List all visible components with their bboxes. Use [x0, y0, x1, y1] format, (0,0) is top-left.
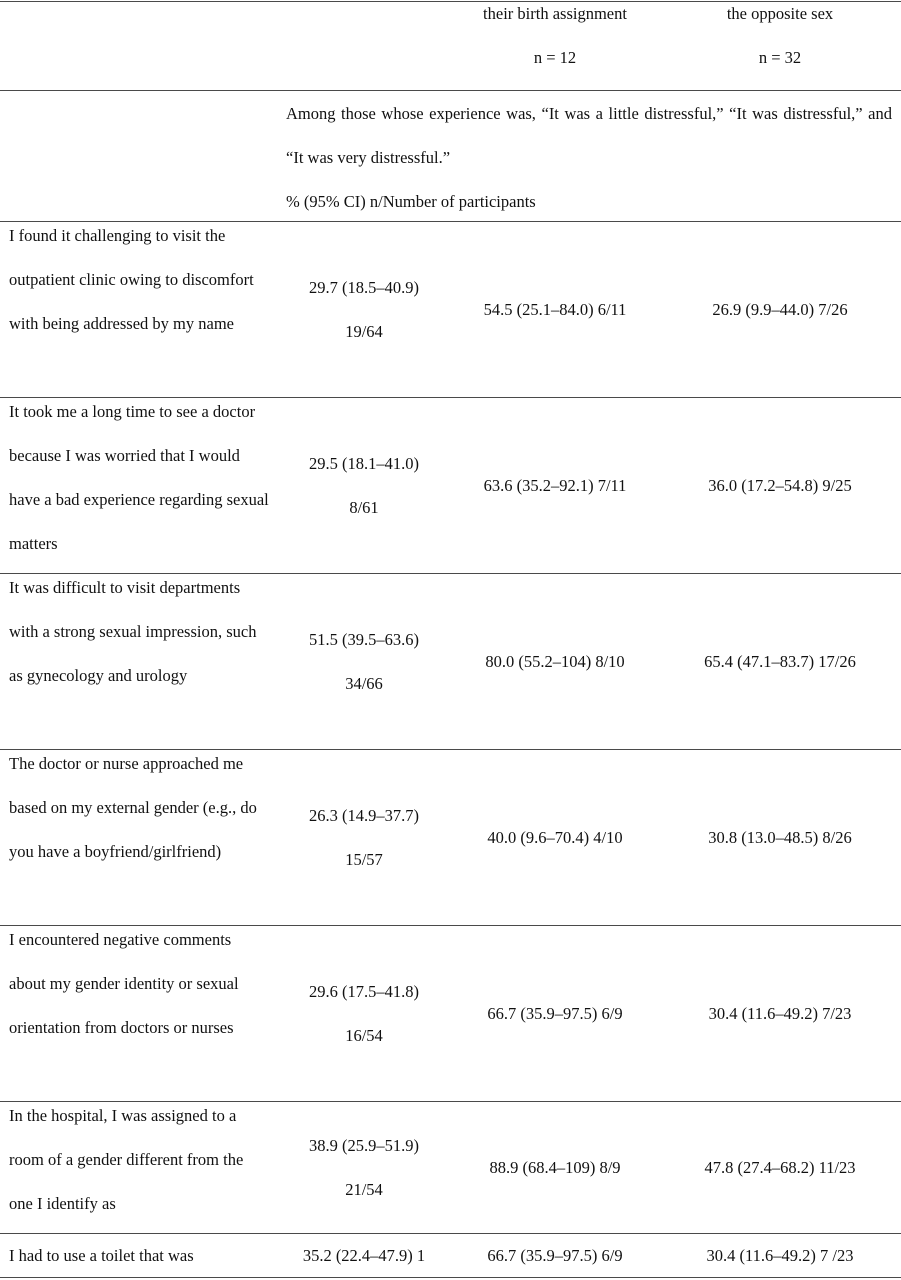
row-opposite: 30.4 (11.6–49.2) 7 /23	[706, 1246, 854, 1265]
row-overall-count: 8/61	[349, 498, 379, 517]
row-overall-count: 15/57	[345, 850, 383, 869]
row-overall-count: 19/64	[345, 322, 383, 341]
row-question: In the hospital, I was assigned to a room of a gender different from the one I identify as	[9, 1106, 244, 1213]
col-opposite-header-n: n = 32	[758, 48, 802, 67]
intro-condition: Among those whose experience was, “It was a little distressful,” “It was distressful,” and “It was very distressful.”	[286, 104, 892, 167]
row-opposite: 47.8 (27.4–68.2) 11/23	[704, 1158, 856, 1177]
row-overall-count: 34/66	[345, 674, 383, 693]
table-intro	[286, 92, 892, 224]
table-row	[0, 574, 901, 750]
row-question: I encountered negative comments about my gender identity or sexual orientation from doctors or nurses	[9, 930, 239, 1037]
row-question: I had to use a toilet that was	[9, 1246, 194, 1265]
row-birth: 88.9 (68.4–109) 8/9	[489, 1158, 621, 1177]
row-overall-value: 29.7 (18.5–40.9)	[309, 278, 419, 297]
row-question: It was difficult to visit departments with a strong sexual impression, such as gynecology and urology	[9, 578, 257, 685]
row-question: The doctor or nurse approached me based on my external gender (e.g., do you have a boyfriend/girlfriend)	[9, 754, 257, 861]
table-row	[0, 398, 901, 574]
intro-measure: % (95% CI) n/Number of participants	[286, 192, 536, 211]
table-row	[0, 1102, 901, 1234]
col-birth-header-line1: their birth assignment	[483, 4, 627, 23]
row-overall	[283, 222, 445, 398]
row-overall-value: 51.5 (39.5–63.6)	[309, 630, 419, 649]
row-overall	[283, 398, 445, 574]
table-row	[0, 926, 901, 1102]
row-opposite: 26.9 (9.9–44.0) 7/26	[712, 300, 848, 319]
row-overall	[283, 750, 445, 926]
row-opposite: 36.0 (17.2–54.8) 9/25	[708, 476, 852, 495]
row-birth: 54.5 (25.1–84.0) 6/11	[483, 300, 627, 319]
row-opposite: 30.8 (13.0–48.5) 8/26	[708, 828, 852, 847]
col-opposite-header-line1: the opposite sex	[726, 4, 834, 23]
row-opposite: 30.4 (11.6–49.2) 7/23	[708, 1004, 852, 1023]
row-overall	[283, 574, 445, 750]
row-overall-value: 29.5 (18.1–41.0)	[309, 454, 419, 473]
table-row	[0, 1234, 901, 1278]
row-overall-value: 35.2 (22.4–47.9) 1	[302, 1246, 426, 1265]
row-overall-count: 21/54	[345, 1180, 383, 1199]
row-question: I found it challenging to visit the outpatient clinic owing to discomfort with being addressed by my name	[9, 226, 254, 333]
row-overall-value: 29.6 (17.5–41.8)	[309, 982, 419, 1001]
row-birth: 66.7 (35.9–97.5) 6/9	[487, 1246, 623, 1265]
row-birth: 80.0 (55.2–104) 8/10	[485, 652, 625, 671]
rule-header-bottom	[0, 90, 901, 91]
row-overall-value: 38.9 (25.9–51.9)	[309, 1136, 419, 1155]
row-overall	[283, 1102, 445, 1234]
row-overall	[283, 1234, 445, 1278]
row-overall	[283, 926, 445, 1102]
row-birth: 66.7 (35.9–97.5) 6/9	[487, 1004, 623, 1023]
row-birth: 63.6 (35.2–92.1) 7/11	[483, 476, 627, 495]
row-overall-value: 26.3 (14.9–37.7)	[309, 806, 419, 825]
table-row	[0, 222, 901, 398]
row-question: It took me a long time to see a doctor because I was worried that I would have a bad experience regarding sexual matters	[9, 402, 269, 553]
row-birth: 40.0 (9.6–70.4) 4/10	[487, 828, 623, 847]
table-row	[0, 750, 901, 926]
col-birth-header-n: n = 12	[533, 48, 577, 67]
row-overall-count: 16/54	[345, 1026, 383, 1045]
row-opposite: 65.4 (47.1–83.7) 17/26	[704, 652, 856, 671]
